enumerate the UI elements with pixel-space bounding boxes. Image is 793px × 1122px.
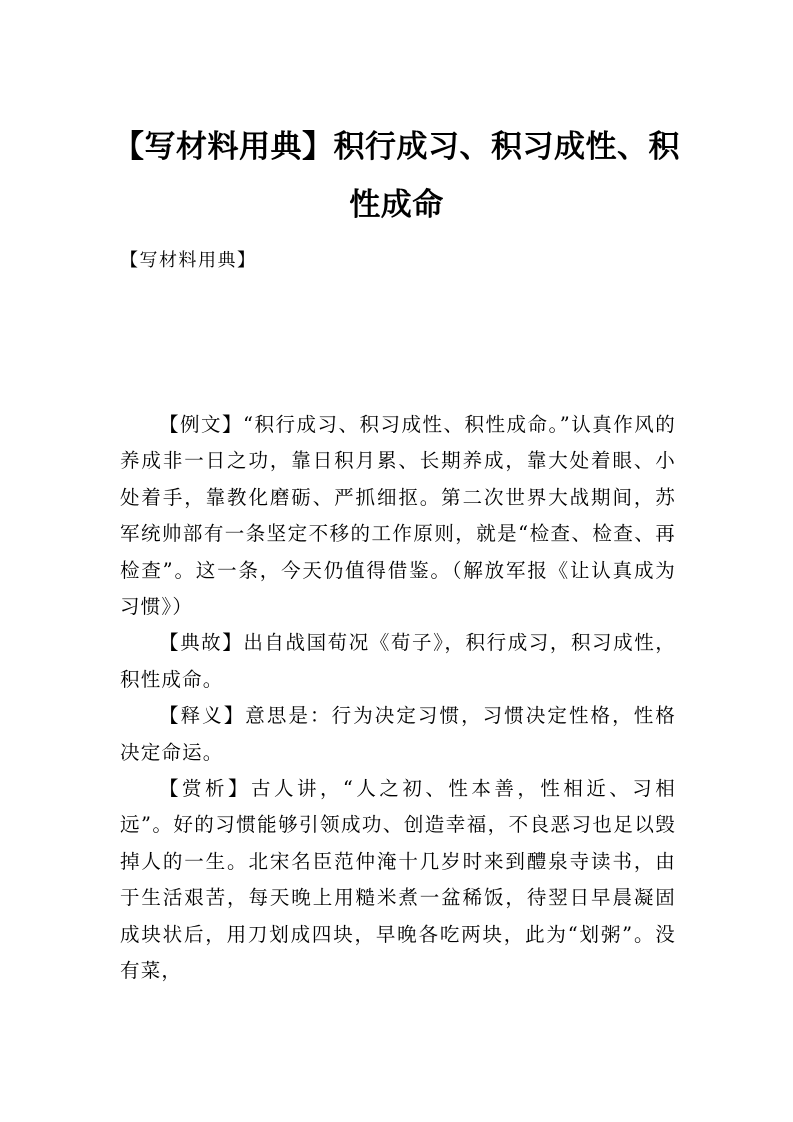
paragraph-meaning: 【释义】意思是：行为决定习惯，习惯决定性格，性格决定命运。 — [120, 704, 676, 764]
paragraph-example: 【例文】“积行成习、积习成性、积性成命。”认真作风的养成非一日之功，靠日积月累、长期养成，靠大处着眼、小处着手，靠教化磨砺、严抓细抠。第二次世界大战期间，苏军统帅部有一条坚定不移的工作原则，就是“检查、检查、再检查”。这一条，今天仍值得借鉴。（解放军报《让认真成为习惯》） — [120, 413, 676, 619]
paragraph-allusion: 【典故】出自战国荀况《荀子》，积行成习，积习成性，积性成命。 — [120, 631, 676, 691]
document-title: 【写材料用典】积行成习、积习成性、积性成命 — [113, 129, 680, 223]
paragraph-appreciation: 【赏析】古人讲，“人之初、性本善，性相近、习相远”。好的习惯能够引领成功、创造幸福，不良恶习也足以毁掉人的一生。北宋名臣范仲淹十几岁时来到醴泉寺读书，由于生活艰苦，每天晚上用糙米煮一盆稀饭，待翌日早晨凝固成块状后，用刀划成四块，早晚各吃两块，此为“划粥”。没有菜， — [120, 777, 676, 983]
document-body — [120, 407, 676, 990]
document-tagline: 【写材料用典】 — [120, 250, 257, 271]
